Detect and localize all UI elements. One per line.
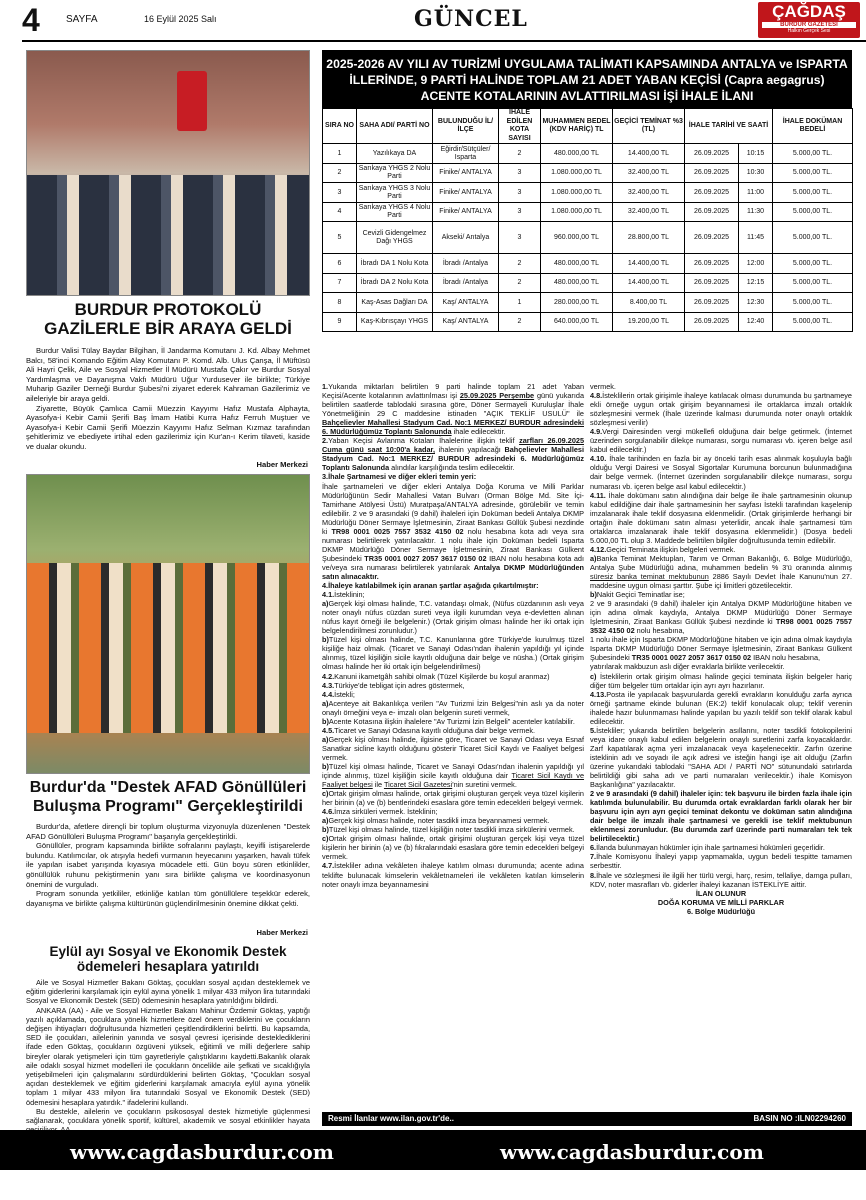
table-cell: 12:30 — [739, 293, 773, 313]
table-cell: 2 — [499, 273, 541, 293]
table-row — [323, 222, 853, 254]
table-cell: 14.400,00 TL — [613, 273, 685, 293]
table-cell: 10:15 — [739, 144, 773, 164]
table-header-row: SIRA NO SAHA ADI/ PARTİ NO BULUNDUĞU İL/İLÇE İHALE EDİLEN KOTA SAYISI MUHAMMEN BEDEL (KDV HARİÇ) TL GEÇİCİ TEMİNAT %3 (TL) İHALE TARİHİ VE SAATİ İHALE DOKÜMAN BEDELİ — [323, 109, 853, 144]
table-cell: Finike/ ANTALYA — [433, 183, 499, 203]
table-cell: 5.000,00 TL. — [773, 293, 853, 313]
headline-afad: Burdur'da "Destek AFAD Gönüllüleri Buluşma Programı" Gerçekleştirildi — [29, 779, 307, 815]
table-cell: 5.000,00 TL. — [773, 273, 853, 293]
article-afad: Burdur'da, afetlere dirençli bir toplum oluşturma vizyonuyla düzenlenen "Destek AFAD Gönüllüleri Buluşma Programı" başarıyla gerçekleştirildi. Gönüllüler, program kapsamında birlikte sofralarını paylaştı, keyifli istişarelerde bulundu. Katılımcılar, ok atışıyla hedefi vurmanın heyecanını yaşarken, havalı tüfek ile yapılan isabet yarışında kıyasıya mücadele etti. Gün boyu süren etkinlikler, gönüllülük ruhunu pekiştirmenin yanı sıra birlikte çalışma ve koordinasyonun önemini de vurguladı. Program sonunda yetkililer, etkinliğe katılan tüm gönüllülere teşekkür ederek, dayanışma ve birlikte çalışma kültürünün güçlendirilmesinin önemine dikkat çekti. — [26, 822, 310, 908]
table-cell: 26.09.2025 — [685, 273, 739, 293]
table-cell: 1.080.000,00 TL — [541, 202, 613, 222]
basin-no: BASIN NO :ILN02294260 — [753, 1114, 846, 1123]
section-title: GÜNCEL — [414, 6, 528, 32]
flag-shape — [177, 71, 207, 131]
page-number: 4 — [22, 2, 40, 38]
table-cell: 10:30 — [739, 163, 773, 183]
table-cell: 1.080.000,00 TL — [541, 163, 613, 183]
table-cell: 480.000,00 TL — [541, 254, 613, 274]
table-cell: 19.200,00 TL — [613, 312, 685, 332]
table-cell: İbradı /Antalya — [433, 273, 499, 293]
table-cell: Cevizli Gidengelmez Dağı YHGS — [357, 222, 433, 254]
table-cell: 6 — [323, 254, 357, 274]
issue-date: 16 Eylül 2025 Salı — [144, 14, 217, 24]
table-cell: Finike/ ANTALYA — [433, 202, 499, 222]
table-cell: 3 — [499, 222, 541, 254]
table-cell: Sarıkaya YHGS 4 Nolu Parti — [357, 202, 433, 222]
table-cell: İbradı DA 1 Nolu Kota — [357, 254, 433, 274]
table-cell: 480.000,00 TL — [541, 144, 613, 164]
table-cell: 3 — [323, 183, 357, 203]
table-cell: 32.400,00 TL — [613, 183, 685, 203]
resmi-ilan-link[interactable]: Resmi İlanlar www.ilan.gov.tr'de.. — [328, 1114, 454, 1123]
table-cell: 1 — [499, 293, 541, 313]
table-cell: 5.000,00 TL. — [773, 222, 853, 254]
bottom-banner — [0, 1130, 866, 1170]
tender-footer — [322, 1112, 852, 1126]
table-cell: 8.400,00 TL — [613, 293, 685, 313]
table-cell: 14.400,00 TL — [613, 254, 685, 274]
table-cell: 28.800,00 TL — [613, 222, 685, 254]
table-row — [323, 312, 853, 332]
table-cell: 8 — [323, 293, 357, 313]
table-cell: 2 — [499, 144, 541, 164]
table-cell: 1.080.000,00 TL — [541, 183, 613, 203]
article-veterans: Burdur Valisi Tülay Baydar Bilgihan, İl Jandarma Komutanı J. Kd. Albay Mehmet Balcı, 58'inci Komando Eğitim Alay Komutanı P. Komd. Alb. Ulus Çanşa, İl Müftüsü Ali Hayri Çelik, Aile ve Sosyal Hizmetler İl Müdürü Mustafa Çakır ve Burdur Sosyal Yardımlaşma ve Dayanışma Vakfı Müdürü Uğur Yurdusever ile birlikte; Türkiye Muharip Gaziler Derneği Burdur Şubesi'ni ziyaret ederek Kahraman Gazilerimiz ve aileleriyle bir araya geldi. Ziyarette, Büyük Çamlıca Camii Müezzin Kayyımı Hafız Mustafa Alphayta, Ayasofya-i Kebir Camii Şerifi Baş İmam Hatibi Kurra Hafız Ferruh Muştuer ve Ayasofya-i Kebir Camii Şerifi Müezzin Kayyımı Hafız Selman Kızmaz tarafından şehitlerimiz ve ebediyete irtihal eden gazilerimiz için Kur'an-ı Kerim tilaveti, kaside ve dualar okundu. — [26, 346, 310, 451]
sign-dept: 6. Bölge Müdürlüğü — [686, 906, 756, 916]
article-sed: Aile ve Sosyal Hizmetler Bakanı Göktaş, çocukları sosyal açıdan desteklemek ve eğitim giderlerini karşılamak için eylül ayına yönelik 1 milyar 433 milyon lira tutarındaki Sosyal ve Ekonomik Destek (SED) ödemesinin hesaplara yatırıldığını bildirdi. ANKARA (AA) - Aile ve Sosyal Hizmetler Bakanı Mahinur Özdemir Göktaş, yaptığı yazılı açıklamada, çocuklara yönelik hizmetlere özel önem verdiklerini ve çocukların değişen ihtiyaçları doğrultusunda hizmetleri çeşitlendirdiklerini belirtti. Bu kapsamda, SED ile çocukları, ailelerinin yanında ve sosyal çevresi içerisinde desteklediklerini ifade eden Göktaş, çocukların özgüveni yüksek, eğitimli ve milli değerlere sahip bireyler olarak yetişmeleri için tüm gayretleriyle çalıştıklarını kaydetti.Bakanlık olarak aile odaklı sosyal hizmet modelleri ile çocukların öncelikle aile şefkati ve sıcaklığıyla yetişebilmeleri için çalışmalarını sürdürdüklerini belirten Göktaş, "Çocukları sosyal açıdan desteklemek ve eğitim giderlerini karşılamak amacıyla eylül ayına yönelik toplam 1 milyar 433 milyon lira tutarındaki Sosyal ve Ekonomik Destek (SED) ödemesini hesaplara yatırdık." ifadelerini kullandı. Bu destekle, ailelerin ve çocukların psikososyal destek hizmetiyle güçlenmesi sağlanarak, çocuklara yönelik sportif, kültürel, akademik ve sosyal etkinlikler hayata — [26, 978, 310, 1126]
table-cell: 5 — [323, 222, 357, 254]
table-cell: 7 — [323, 273, 357, 293]
table-cell: 26.09.2025 — [685, 312, 739, 332]
table-cell: 5.000,00 TL. — [773, 144, 853, 164]
table-cell: 12:00 — [739, 254, 773, 274]
table-cell: 26.09.2025 — [685, 183, 739, 203]
table-row — [323, 293, 853, 313]
table-cell: 1 — [323, 144, 357, 164]
byline-veterans: Haber Merkezi — [256, 460, 308, 469]
headline-veterans: BURDUR PROTOKOLÜ GAZİLERLE BİR ARAYA GELDİ — [44, 300, 292, 338]
newspaper-logo: ÇAĞDAŞ BURDUR GAZETESİ Halkın Gerçek Sesi — [758, 2, 860, 38]
table-cell: 9 — [323, 312, 357, 332]
page-header — [22, 0, 866, 42]
table-row — [323, 202, 853, 222]
headline-sed: Eylül ayı Sosyal ve Ekonomik Destek ödemeleri hesaplara yatırıldı — [49, 944, 287, 974]
table-row — [323, 144, 853, 164]
photo-volunteers — [27, 563, 309, 733]
table-cell: 5.000,00 TL. — [773, 202, 853, 222]
table-cell: Sarıkaya YHGS 2 Nolu Parti — [357, 163, 433, 183]
table-row — [323, 273, 853, 293]
table-cell: 3 — [499, 202, 541, 222]
photo-afad-volunteers — [26, 474, 310, 774]
photo-veterans-visit — [26, 50, 310, 296]
website-link-left[interactable]: www.cagdasburdur.com — [70, 1140, 334, 1164]
table-cell: Akseki/ Antalya — [433, 222, 499, 254]
table-row — [323, 183, 853, 203]
table-cell: 11:45 — [739, 222, 773, 254]
table-cell: 11:30 — [739, 202, 773, 222]
table-cell: 26.09.2025 — [685, 163, 739, 183]
table-cell: 480.000,00 TL — [541, 273, 613, 293]
table-row — [323, 254, 853, 274]
table-cell: Yazılıkaya DA — [357, 144, 433, 164]
table-cell: 640.000,00 TL — [541, 312, 613, 332]
tender-text-col2: vermek. 4.8.İsteklilerin ortak girişimle ihaleye katılacak olması durumunda bu şartnameye ekli örneğe uygun ortak girişim beyannamesi ile ortaklarca imzalı ortaklık sözleşmesini vermek (İhale üzerinde kalması durumunda noter onaylı ortaklık sözleşmesi verilir) 4.9.Vergi Dairesinden vergi mükellefi olduğuna dair belge getirmek. (İnternet üzerinden sorgulanabilir dilekçe numarası, sorgu numarası vb. içeren belge asıl kabul edilecektir.) 4.10. İhale tarihinden en fazla bir ay önceki tarih esas alınmak koşuluyla bağlı olduğu Vergi Dairesi ve Sosyal Sigortalar Kurumuna borcunun bulunmadığına dair belge vermek. (İnternet üzerinden sorgulanabilir dilekçe numarası, sorgu numarası vb. içeren belge asıl kabul edilecektir.) 4.11. İhale dokümanı satın alındığına dair belge ile ihale şartnamesinin okunup kabul edildiğine dair ihale şartnamesinin her sayfası İstekli tarafından kaşelenip imzalanarak ihale teklif dosyasına eklenmelidir. (Ortak girişimlerde herhangi bir ortağın ihale dokümanı satın alması yeterlidir, ancak ihale şartnamesi tüm ortaklarca imzalanarak ihale teklif dosyasına eklenmelidir.) (Dosya bedeli 5.000,00 TL olup 3. Maddede belirtilen bilgiler doğrultusunda temin edilebilir. 4.12.Geçici Teminata ilişkin belgeleri vermek. a)Banka Teminat Mektupları, Tarım ve Orman Bakanlığı, 6. Bölge Müdürlüğü, Antalya Şube Müdürlüğü adına, muhammen bedelin % 3'ü oranında alınmış süresiz banka teminat mektubunun 2886 Sayılı Devlet İhale Kanunu'nun 27. maddesine uygun olması şarttır. Şube içi limitleri gözetilecektir. b)Nakit Geçici Teminatlar ise; 2 ve 9 arasındaki (9 dahil) ihaleler için Antalya DKMP Müdürlüğüne hitaben ve için adına olmak kaydıyla, Antalya DKMP Müdürlüğü Döner Sermaye İşletmesinin, Ziraat Bankası Güllük Şubesi nezdinde ki TR98 0001 0025 7557 3532 4150 02 nolu hesabına, 1 nolu ihale için Isparta DKMP Müdürlüğüne hitaben ve için adına olmak kaydıyla Isparta DKMP Müdürlüğü Döner Sermaye İşletmesinin, Ziraat Bankası Gülkent Şubesindeki TR35 0001 0027 2057 3617 0150 02 IBAN nolu hesabına, yatırılarak makbuzun aslı diğer evraklarla birlikte verilecektir. c) İsteklilerin ortak girişim olması halinde geçici teminata ilişkin belgeler hariç diğer tüm belgeler tüm ortaklar için ayrı ayrı hazırlanır. 4.13.Posta ile yapılacak başvurularda gerekli evrakların konulduğu zarfa ayrıca örneği şartname ekinde bulunan (EK:2) teklif konulacak olup; teklif verenin ihalede hazır bulunmaması halinde yapılan bu yazılı teklif son teklif olarak kabul edilecektir. 5.İstekliler; yukarıda belirtilen belgelerin asıllarını, noter tasdikli fotokopilerini veya idare onaylı kabul edilen belgelerin onaylı suretlerini zarfa koyacaklardır. Zarf kapatılarak açma yeri imzalanacak veya kaşelenecektir. Zarfın üzerine isteklinin adı ve soyadı ile açık adresi ve isteğin hangi işe ait olduğu (Zarfın üzerine yukarıdaki tablodaki "SAHA ADI / PARTİ NO" sütunundaki satırlarda belirtildiği gibi saha adı ve parti numaraları verilecektir.) ihale Komisyon Başkanlığına" yazılacaktır. 2 ve 9 arasındaki (9 dahil) ihaleler için: tek başvuru ile birden fazla ihale için katılımda bulunulabilir. Bu durumda ortak evraklardan farklı olarak her bir başvuru için ayrı ayrı geçici teminat dekontu ve doküman satın alındığına dair belge ile imzalı ihale şartnamesi ve gerekli ise teklif mektubunun eklenmesi zorunludur. (Bu durumda zarf üzerinde parti numaraları tek tek belirtilecektir.) 6.İlanda bulunmayan hükümler için ihale şartnamesi hükümleri geçerlidir. 7.İhale Komisyonu İhaleyi yapıp yapmamakla, uygun bedeli tespitte tamamen serbesttir. 8.İhale ve sözleşmesi ile ilgili her türlü vergi, harç, resim, tellaliye, damga pulları, KDV, noter masrafları vb. giderler ihaleyi kazanan İSTEKLİYE aittir. İLAN OLUNUR DOĞA KORUMA VE MİLLİ PARKLAR 6. Bölge Müdürlüğü — [590, 382, 852, 916]
table-cell: 2 — [323, 163, 357, 183]
sayfa-label: SAYFA — [66, 14, 98, 25]
table-cell: 26.09.2025 — [685, 254, 739, 274]
table-cell: 32.400,00 TL — [613, 202, 685, 222]
tender-table — [322, 108, 853, 332]
table-cell: Kaş-Asas Dağları DA — [357, 293, 433, 313]
table-cell: 32.400,00 TL — [613, 163, 685, 183]
table-cell: 2 — [499, 312, 541, 332]
table-cell: 3 — [499, 163, 541, 183]
sign-ilan: İLAN OLUNUR — [695, 888, 747, 898]
table-cell: 5.000,00 TL. — [773, 312, 853, 332]
tender-text-col1: 1.Yukarıda miktarları belirtilen 9 parti halinde toplam 21 adet Yaban Keçisi/Acente kotalarının avlattırılması işi 25.09.2025 Perşembe günü yukarıda belirtilen saatlerde tablodaki sırasına göre, Döner Sermayeli Kuruluşlar İhale Yönetmeliğinin 29 C maddesine istinaden "AÇIK TEKLİF USULÜ" ile Bahçelievler Mahallesi Stadyum Cad. No:1 MERKEZ/ BURDUR adresindeki 6. Müdürlüğümüz Toplantı Salonunda ihale edilecektir. 2.Yaban Keçisi Avlanma Kotaları İhalelerine ilişkin teklif zarfları 26.09.2025 Cuma günü saat 10:00'a kadar, ihalenin yapılacağı Bahçelievler Mahallesi Stadyum Cad. No:1 MERKEZ/ BURDUR adresindeki 6. Müdürlüğümüz Toplantı Salonunda alındılar karşılığında teslim edilecektir. 3.İhale Şartnamesi ve diğer ekleri temin yeri: İhale şartnameleri ve diğer ekleri Antalya Doğa Koruma ve Milli Parklar Müdürlüğünün Sedir Mahallesi Vatan Bulvarı (Orman Bölge Md. Site İçi-Tamirhane Atölyesi Üstü) Muratpaşa/ANTALYA adresinde, görülebilir ve temin edilebilir. 2 ve 9 arasındaki (9 dahil) ihaleleri için Doküman bedeli Antalya DKMP Müdürlüğü Döner Sermaye İşletmesinin, Ziraat Bankası Güllük Şubesi nezdinde ki TR98 0001 0025 7557 3532 4150 02 nolu hesabına kota adı veya sıra numarası belirtilerek yatırılacaktır. 1 nolu ihale için Doküman bedeli Isparta DKMP Müdürlüğü Döner Sermaye İşletmesinin, Ziraat Bankası Gülkent Şubesindeki TR35 0001 0027 2057 3617 0150 02 IBAN nolu hesabına kota adı ve/veya sıra numarası belirtilerek yatırılarak Antalya DKMP Müdürlüğünden satın alınacaktır. 4.İhaleye katılabilmek için aranan şartlar aşağıda çıkartılmıştır: 4.1.İsteklinin; a)Gerçek kişi olması halinde, T.C. vatandaşı olmak, (Nüfus cüzdanının aslı veya noter onaylı nüfus cüzdan sureti veya ilgili kurumdan veya e-devletten alınan nüfus kayıt örneği ile belgelenir.) (Ortak girişim olması halinde her iki ortak için belgelendirilmesi zorunludur.) b)Tüzel kişi olması halinde, T.C. Kanunlarına göre Türkiye'de kurulmuş tüzel kişiliğe haiz olmak. (Ticaret ve Sanayi Odası'ndan ihalenin yapıldığı yıl içinde alınmış, tüzel kişiliğin sicile kayıtlı olduğuna dair belge ve nüsha.) (Ortak girişim olması halinde her iki ortak için belgelendirilmesi) 4.2.Kanuni ikametgâh sahibi olmak (Tüzel Kişilerde bu koşul aranmaz) 4.3.Türkiye'de tebligat için adres göstermek, 4.4.İstekli; a)Acenteye ait Bakanlıkça verilen "Av Turizmi İzin Belgesi"nin aslı ya da noter onaylı örneğini veya e- imzalı olan belgenin sureti vermek, b)Acente Kotasına ilişkin ihalelere "Av Turizmi İzin Belgeli" acenteler katılabilir. 4.5.Ticaret ve Sanayi Odasına kayıtlı olduğuna dair belge vermek. a)Gerçek kişi olması halinde, ilgisine göre, Ticaret ve Sanayi Odası veya Esnaf Sanatkar sicline kayıtlı olduğunu gösterir Ticaret Sicil Kaydı ve Faaliyet belgesi vermek. b)Tüzel kişi olması halinde, Ticaret ve Sanayi Odası'ndan ihalenin yapıldığı yıl içinde alınmış, tüzel kişiliğin sicile kayıtlı olduğuna dair Ticaret Sicil Kaydı ve Faaliyet belgesi ile Ticaret Sicil Gazetesi'nin suretini vermek. c)Ortak girişim olması halinde, ortak girişimi oluşturan gerçek veya tüzel kişilerin her birinin (a) ve (b) bentlerindeki esaslara göre temin edecekleri belgeyi vermek. 4.6.İmza sirküleri vermek. İsteklinin; a)Gerçek kişi olması halinde, noter tasdikli imza beyannamesi vermek. b)Tüzel kişi olması halinde, tüzel kişiliğin noter tasdikli imza sirkülerini vermek. c)Ortak girişim olması halinde, ortak girişimi oluşturan gerçek kişi veya tüzel kişilerin her birinin (a) ve (b) fıkralarındaki esaslara göre temin edecekleri belgeyi vermek. 4.7.İstekliler adına vekâleten ihaleye katılım olması durumunda; acente adına teklifte bulunacak kimselerin vekâletnameleri ile vekâleten katılan kimselerin noter onaylı imza beyannamesini — [322, 382, 585, 889]
table-cell: 26.09.2025 — [685, 293, 739, 313]
table-cell: İbradı /Antalya — [433, 254, 499, 274]
table-cell: Sarıkaya YHGS 3 Nolu Parti — [357, 183, 433, 203]
website-link-right[interactable]: www.cagdasburdur.com — [500, 1140, 764, 1164]
tender-notice — [322, 50, 852, 332]
table-cell: 3 — [499, 183, 541, 203]
table-cell: 5.000,00 TL. — [773, 163, 853, 183]
table-cell: Eğirdir/Sütçüler/ Isparta — [433, 144, 499, 164]
byline-afad: Haber Merkezi — [256, 928, 308, 937]
table-cell: 2 — [499, 254, 541, 274]
table-cell: Kaş/ ANTALYA — [433, 293, 499, 313]
table-cell: Kaş-Kıbrısçayı YHGS — [357, 312, 433, 332]
table-cell: 11:00 — [739, 183, 773, 203]
table-cell: 12:15 — [739, 273, 773, 293]
table-row — [323, 163, 853, 183]
table-cell: 14.400,00 TL — [613, 144, 685, 164]
sign-org: DOĞA KORUMA VE MİLLİ PARKLAR — [657, 897, 785, 907]
table-cell: 12:40 — [739, 312, 773, 332]
table-cell: 26.09.2025 — [685, 222, 739, 254]
table-cell: 5.000,00 TL. — [773, 183, 853, 203]
table-cell: Kaş/ ANTALYA — [433, 312, 499, 332]
table-cell: 960.000,00 TL — [541, 222, 613, 254]
table-cell: 5.000,00 TL. — [773, 254, 853, 274]
photo-people — [27, 175, 309, 295]
table-cell: 26.09.2025 — [685, 202, 739, 222]
table-cell: 4 — [323, 202, 357, 222]
table-cell: Finike/ ANTALYA — [433, 163, 499, 183]
table-cell: 280.000,00 TL — [541, 293, 613, 313]
table-cell: 26.09.2025 — [685, 144, 739, 164]
tender-title: 2025-2026 AV YILI AV TURİZMİ UYGULAMA TALİMATI KAPSAMINDA ANTALYA ve ISPARTA İLLERİNDE, 9 PARTİ HALİNDE TOPLAM 21 ADET YABAN KEÇİSİ (Capra aegagrus) ACENTE KOTALARININ AVLATTIRILMASI İŞİ İHALE İLANI — [322, 50, 852, 108]
table-cell: İbradı DA 2 Nolu Kota — [357, 273, 433, 293]
